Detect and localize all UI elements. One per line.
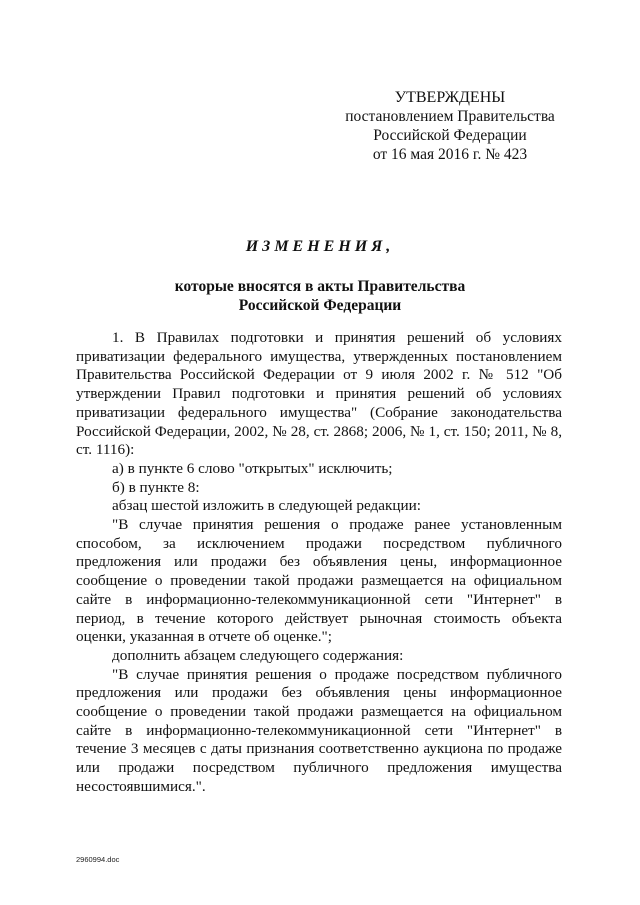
item-b: б) в пункте 8: xyxy=(112,478,200,496)
addition-instruction: дополнить абзацем следующего содержания: xyxy=(112,646,404,664)
heading-title: ИЗМЕНЕНИЯ, xyxy=(245,238,395,255)
approval-line-2: Российской Федерации xyxy=(373,127,527,144)
approval-line-1: постановлением Правительства xyxy=(345,108,555,125)
document-heading xyxy=(0,237,640,315)
paragraph-1: 1. В Правилах подготовки и принятия решений об условиях приватизации федерального имущества, утвержденных постановлением Правительства Российской Федерации от 9 июля 2002 г. № 512 "Об утверждении Правил подготовки и принятия решений об условиях приватизации федерального имущества" (Собрание законодательства Российской Федерации, 2002, № 28, ст. 2868; 2006, № 1, ст. 150; 2011, № 8, ст. 1116): xyxy=(76,329,562,459)
quoted-text-1: "В случае принятия решения о продаже ранее установленным способом, за исключением продажи посредством публичного предложения или продажи без объявления цены, информационное сообщение о проведении такой продажи размещается на официальном сайте в информационно-телекоммуникационной сети "Интернет" в период, в течение которого действует рыночная стоимость объекта оценки, указанная в отчете об оценке."; xyxy=(76,516,562,646)
quoted-text-2: "В случае принятия решения о продаже посредством публичного предложения или продажи без объявления цены информационное сообщение о проведении такой продажи размещается на официальном сайте в информационно-телекоммуникационной сети "Интернет" в течение 3 месяцев с даты признания соответственно аукциона по продаже или продажи посредством публичного предложения имущества несостоявшимися.". xyxy=(76,665,562,795)
footer-filename: 2960994.doc xyxy=(76,855,120,864)
heading-subtitle-line-1: которые вносятся в акты Правительства xyxy=(174,278,466,295)
approval-title: УТВЕРЖДЕНЫ xyxy=(394,89,506,106)
approval-stamp xyxy=(340,88,560,164)
approval-line-3: от 16 мая 2016 г. № 423 xyxy=(372,146,528,163)
heading-subtitle-line-2: Российской Федерации xyxy=(238,297,402,314)
sub-paragraph-instruction: абзац шестой изложить в следующей редакции: xyxy=(112,497,421,515)
item-a: а) в пункте 6 слово "открытых" исключить; xyxy=(112,459,393,477)
document-body xyxy=(76,329,562,797)
